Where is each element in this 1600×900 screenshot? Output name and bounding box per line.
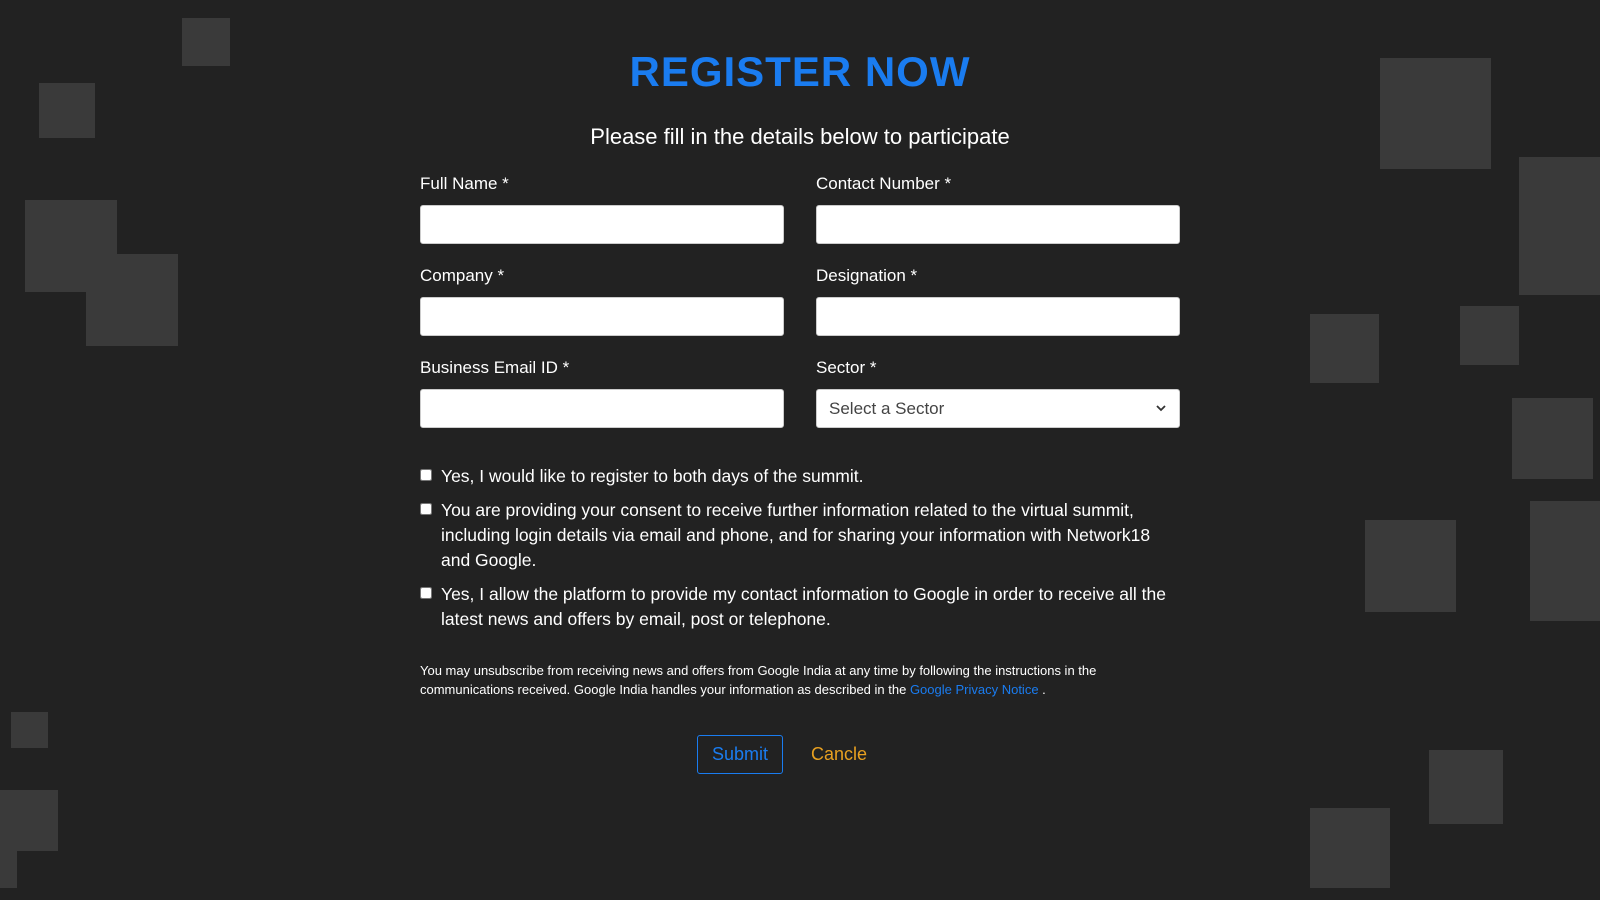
business-email-field-group <box>420 358 784 428</box>
company-field-group <box>420 266 784 336</box>
both-days-checkbox[interactable] <box>420 469 432 481</box>
contact-number-field-group <box>816 174 1180 244</box>
consent-checkbox-label: You are providing your consent to receive further information related to the virtual summit, including login details via email and phone, and for sharing your information with Network18 and Google. <box>441 500 1151 570</box>
designation-input[interactable] <box>816 297 1180 336</box>
chevron-down-icon <box>1153 400 1169 416</box>
page-title: REGISTER NOW <box>629 48 971 95</box>
company-input[interactable] <box>420 297 784 336</box>
cancel-button[interactable]: Cancle <box>810 744 868 764</box>
business-email-input[interactable] <box>420 389 784 428</box>
decorative-square <box>1460 306 1519 365</box>
decorative-square <box>86 254 178 346</box>
google-contact-checkbox[interactable] <box>420 587 432 599</box>
form-actions-group <box>697 735 867 774</box>
page-subtitle: Please fill in the details below to participate <box>590 124 1010 149</box>
contact-number-label: Contact Number * <box>816 174 952 193</box>
decorative-square <box>0 790 58 851</box>
decorative-square <box>1519 157 1600 295</box>
google-contact-checkbox-label: Yes, I allow the platform to provide my contact information to Google in order to receive all the latest news and offers by email, post or telephone. <box>441 584 1167 629</box>
decorative-square <box>1310 808 1390 888</box>
designation-label: Designation * <box>816 266 918 285</box>
privacy-notice-text: You may unsubscribe from receiving news and offers from Google India at any time by following the instructions in the communications received. Google India handles your information as described in the <box>420 663 1097 697</box>
consent-checkboxes <box>420 464 1180 632</box>
full-name-label: Full Name * <box>420 174 509 193</box>
designation-field-group <box>816 266 1180 336</box>
sector-label: Sector * <box>816 358 877 377</box>
decorative-square <box>1365 520 1456 612</box>
decorative-square <box>0 851 17 888</box>
company-label: Company * <box>420 266 505 285</box>
decorative-square <box>1530 501 1600 621</box>
full-name-field-group <box>420 174 784 244</box>
both-days-checkbox-label: Yes, I would like to register to both days of the summit. <box>441 466 864 486</box>
sector-field-group <box>816 358 1180 428</box>
decorative-square <box>1512 398 1593 479</box>
checkbox-row-consent <box>420 498 1180 573</box>
decorative-square <box>1310 314 1379 383</box>
full-name-input[interactable] <box>420 205 784 244</box>
form-fields-grid <box>420 174 1180 428</box>
consent-checkbox[interactable] <box>420 503 432 515</box>
contact-number-input[interactable] <box>816 205 1180 244</box>
submit-button[interactable]: Submit <box>697 735 783 774</box>
registration-form <box>420 174 1180 699</box>
sector-select-value: Select a Sector <box>829 398 945 418</box>
privacy-notice <box>420 662 1180 699</box>
business-email-label: Business Email ID * <box>420 358 570 377</box>
sector-select[interactable] <box>816 389 1180 428</box>
checkbox-row-both-days <box>420 464 1180 489</box>
privacy-notice-suffix: . <box>1038 681 1046 697</box>
form-actions <box>0 735 1600 774</box>
google-privacy-notice-link[interactable]: Google Privacy Notice <box>909 681 1039 697</box>
checkbox-row-google-contact <box>420 582 1180 632</box>
